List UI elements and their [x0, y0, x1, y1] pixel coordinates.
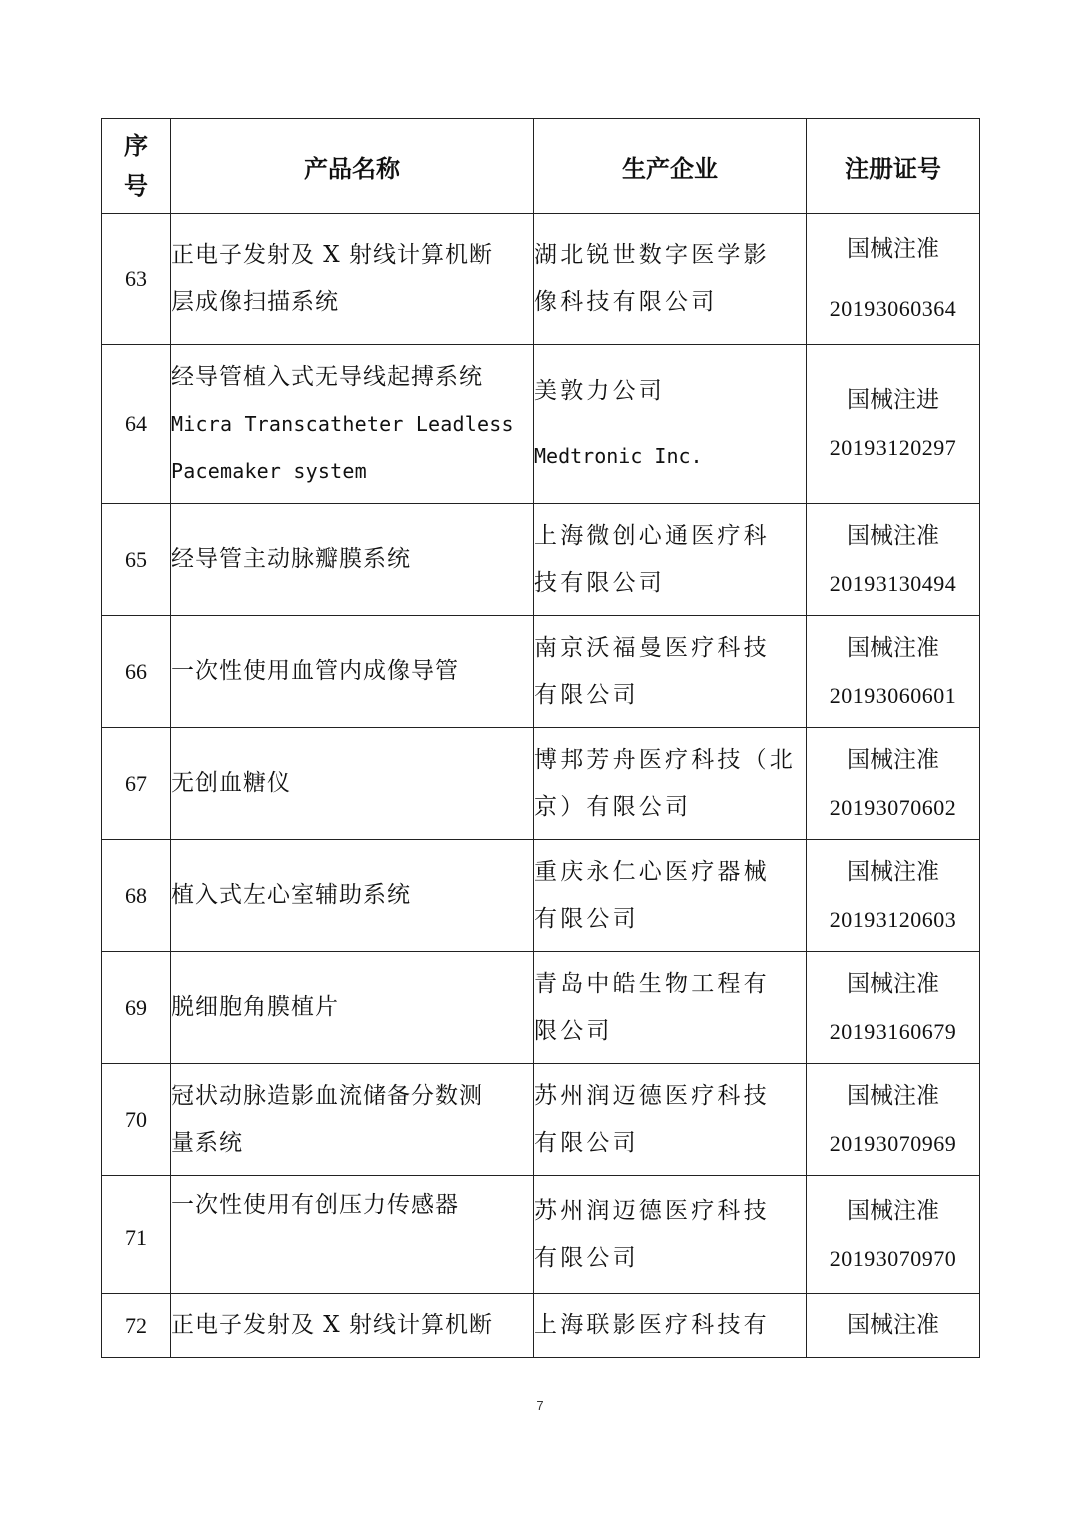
row-number: 63 — [102, 214, 171, 345]
product-name — [171, 504, 534, 616]
row-number: 68 — [102, 840, 171, 952]
product-name-line: 无创血糖仪 — [171, 770, 291, 796]
manufacturer — [534, 728, 807, 840]
table-row — [102, 214, 980, 345]
registration-code: 20193160679 — [829, 1018, 957, 1044]
table-row — [102, 1294, 980, 1358]
registration-number — [807, 1064, 980, 1176]
manufacturer-line: Medtronic Inc. — [534, 444, 703, 468]
registration-label: 国械注准 — [847, 970, 939, 997]
product-name — [171, 952, 534, 1064]
manufacturer-line: 有限公司 — [534, 681, 639, 708]
registration-label: 国械注准 — [847, 858, 939, 885]
product-name-line: Micra Transcatheter Leadless — [171, 411, 514, 436]
registration-number — [807, 1294, 980, 1358]
header-manufacturer: 生产企业 — [534, 119, 807, 214]
product-name — [171, 616, 534, 728]
manufacturer-line: 上海联影医疗科技有 — [534, 1312, 770, 1338]
registration-label: 国械注准 — [847, 1197, 939, 1224]
product-name — [171, 1176, 534, 1294]
registration-code: 20193060364 — [829, 296, 957, 321]
registration-number — [807, 616, 980, 728]
product-name — [171, 840, 534, 952]
manufacturer — [534, 840, 807, 952]
table-row — [102, 504, 980, 616]
product-name-line: 量系统 — [171, 1129, 243, 1156]
row-number: 69 — [102, 952, 171, 1064]
row-number: 67 — [102, 728, 171, 840]
registration-code: 20193070970 — [829, 1245, 957, 1271]
product-name — [171, 1064, 534, 1176]
product-name-line: 脱细胞角膜植片 — [171, 994, 339, 1020]
product-name — [171, 214, 534, 345]
manufacturer-line: 技有限公司 — [534, 569, 665, 596]
manufacturer-line: 京）有限公司 — [534, 793, 692, 820]
registration-label: 国械注准 — [847, 1082, 939, 1109]
header-serial-number — [102, 119, 171, 214]
manufacturer-line: 苏州润迈德医疗科技 — [534, 1082, 770, 1109]
manufacturer — [534, 952, 807, 1064]
table-row — [102, 1064, 980, 1176]
product-name-line: 冠状动脉造影血流储备分数测 — [171, 1082, 483, 1109]
manufacturer — [534, 504, 807, 616]
product-name-line: 植入式左心室辅助系统 — [171, 882, 411, 908]
manufacturer-line: 有限公司 — [534, 1244, 639, 1271]
manufacturer — [534, 1064, 807, 1176]
manufacturer — [534, 345, 807, 504]
row-number: 65 — [102, 504, 171, 616]
registration-code: 20193070602 — [829, 794, 957, 820]
manufacturer-line: 美敦力公司 — [534, 378, 665, 404]
manufacturer-line: 限公司 — [534, 1017, 613, 1044]
manufacturer-line: 湖北锐世数字医学影 — [534, 242, 770, 268]
product-name — [171, 728, 534, 840]
table-row — [102, 952, 980, 1064]
header-registration-number: 注册证号 — [807, 119, 980, 214]
product-name-line: 一次性使用有创压力传感器 — [171, 1192, 459, 1218]
product-name-line: 一次性使用血管内成像导管 — [171, 658, 459, 684]
product-name-line: 正电子发射及 X 射线计算机断 — [171, 1312, 493, 1338]
manufacturer-line: 博邦芳舟医疗科技（北 — [534, 746, 796, 773]
page-number: 7 — [536, 1398, 544, 1413]
registration-number — [807, 345, 980, 504]
registration-number — [807, 840, 980, 952]
registration-code: 20193120603 — [829, 906, 957, 932]
row-number: 64 — [102, 345, 171, 504]
manufacturer — [534, 1294, 807, 1358]
registration-code: 20193060601 — [829, 682, 957, 708]
manufacturer-line: 重庆永仁心医疗器械 — [534, 858, 770, 885]
manufacturer — [534, 616, 807, 728]
registration-code: 20193130494 — [829, 570, 957, 596]
manufacturer-line: 像科技有限公司 — [534, 289, 718, 315]
manufacturer-line: 青岛中皓生物工程有 — [534, 970, 770, 997]
product-name-line: 正电子发射及 X 射线计算机断 — [171, 242, 493, 268]
registration-label: 国械注准 — [847, 746, 939, 773]
registration-label: 国械注准 — [847, 522, 939, 549]
registration-table — [101, 118, 980, 1358]
table-row — [102, 728, 980, 840]
manufacturer-line: 有限公司 — [534, 905, 639, 932]
product-name — [171, 1294, 534, 1358]
header-product-name: 产品名称 — [171, 119, 534, 214]
manufacturer — [534, 214, 807, 345]
registration-label: 国械注准 — [847, 236, 939, 262]
row-number: 66 — [102, 616, 171, 728]
registration-label: 国械注准 — [847, 1312, 939, 1338]
row-number: 70 — [102, 1064, 171, 1176]
manufacturer-line: 苏州润迈德医疗科技 — [534, 1197, 770, 1224]
table-row — [102, 1176, 980, 1294]
manufacturer-line: 有限公司 — [534, 1129, 639, 1156]
header-serial-char-2: 号 — [124, 172, 148, 200]
row-number: 72 — [102, 1294, 171, 1358]
table-row — [102, 345, 980, 504]
registration-number — [807, 952, 980, 1064]
registration-label: 国械注准 — [847, 634, 939, 661]
registration-number — [807, 214, 980, 345]
product-name-line: 经导管植入式无导线起搏系统 — [171, 363, 483, 390]
product-name — [171, 345, 534, 504]
registration-label: 国械注进 — [847, 387, 939, 413]
registration-code: 20193070969 — [829, 1130, 957, 1156]
row-number: 71 — [102, 1176, 171, 1294]
table-row — [102, 840, 980, 952]
registration-code: 20193120297 — [829, 435, 957, 460]
product-name-line: 经导管主动脉瓣膜系统 — [171, 546, 411, 572]
product-name-line: 层成像扫描系统 — [171, 289, 339, 315]
header-serial-char-1: 序 — [124, 132, 148, 160]
registration-number — [807, 728, 980, 840]
manufacturer-line: 南京沃福曼医疗科技 — [534, 634, 770, 661]
table-header-row — [102, 119, 980, 214]
product-name-line: Pacemaker system — [171, 458, 367, 483]
registration-number — [807, 504, 980, 616]
registration-number — [807, 1176, 980, 1294]
manufacturer-line: 上海微创心通医疗科 — [534, 522, 770, 549]
manufacturer — [534, 1176, 807, 1294]
table-row — [102, 616, 980, 728]
